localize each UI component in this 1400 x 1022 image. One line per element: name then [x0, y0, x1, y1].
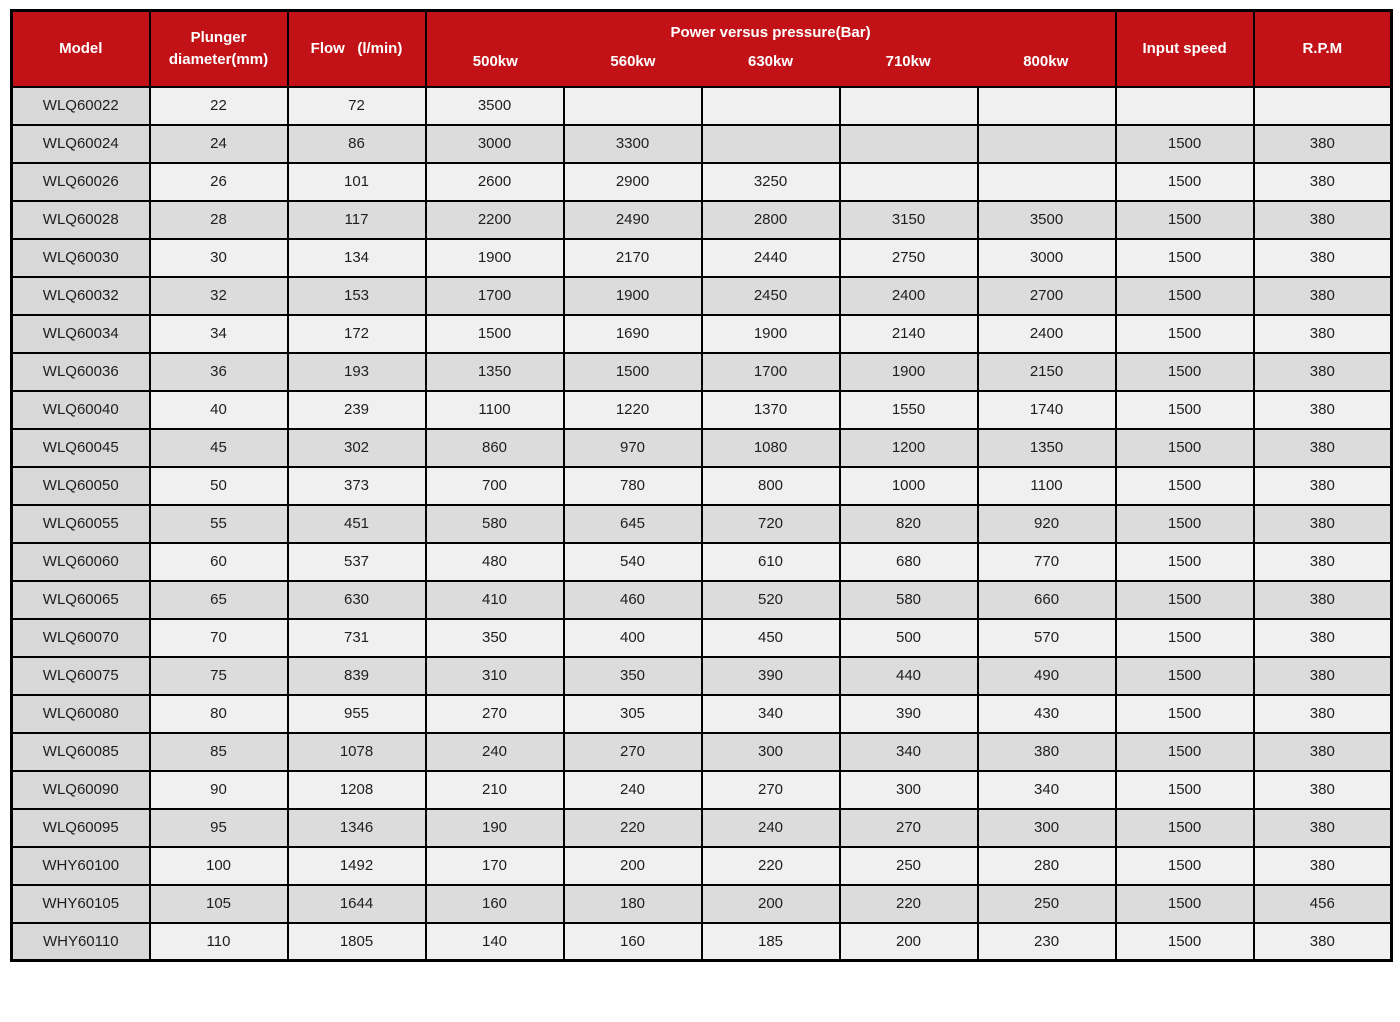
data-cell: 451	[288, 505, 426, 543]
model-cell: WLQ60032	[12, 277, 150, 315]
data-cell: 1900	[702, 315, 840, 353]
data-cell: 200	[564, 847, 702, 885]
data-cell: 220	[702, 847, 840, 885]
data-cell: 490	[978, 657, 1116, 695]
data-cell: 302	[288, 429, 426, 467]
data-cell	[978, 125, 1116, 163]
data-cell: 380	[1254, 315, 1392, 353]
data-cell: 1900	[840, 353, 978, 391]
data-cell: 230	[978, 923, 1116, 961]
data-cell: 1550	[840, 391, 978, 429]
data-cell: 105	[150, 885, 288, 923]
col-header-power-group	[426, 11, 1116, 87]
data-cell: 1080	[702, 429, 840, 467]
data-cell: 1078	[288, 733, 426, 771]
data-cell: 1805	[288, 923, 426, 961]
col-header-710kw: 710kw	[885, 52, 931, 70]
model-cell: WLQ60090	[12, 771, 150, 809]
data-cell: 36	[150, 353, 288, 391]
data-cell: 540	[564, 543, 702, 581]
data-cell: 1500	[426, 315, 564, 353]
data-cell: 110	[150, 923, 288, 961]
data-cell: 2600	[426, 163, 564, 201]
data-cell	[840, 163, 978, 201]
data-cell: 1500	[1116, 315, 1254, 353]
data-cell: 300	[702, 733, 840, 771]
data-cell: 1644	[288, 885, 426, 923]
data-cell: 1500	[1116, 391, 1254, 429]
data-cell: 2150	[978, 353, 1116, 391]
header-row	[12, 11, 1392, 87]
data-cell: 1500	[1116, 429, 1254, 467]
data-cell: 172	[288, 315, 426, 353]
data-cell: 30	[150, 239, 288, 277]
data-cell: 2450	[702, 277, 840, 315]
data-cell: 1100	[978, 467, 1116, 505]
data-cell: 1500	[1116, 923, 1254, 961]
data-cell: 160	[564, 923, 702, 961]
data-cell: 95	[150, 809, 288, 847]
table-row	[12, 657, 1392, 695]
data-cell: 1220	[564, 391, 702, 429]
data-cell: 134	[288, 239, 426, 277]
data-cell: 1346	[288, 809, 426, 847]
data-cell: 780	[564, 467, 702, 505]
data-cell: 400	[564, 619, 702, 657]
data-cell: 380	[1254, 771, 1392, 809]
model-cell: WLQ60065	[12, 581, 150, 619]
model-cell: WLQ60022	[12, 87, 150, 125]
data-cell: 610	[702, 543, 840, 581]
data-cell: 200	[702, 885, 840, 923]
data-cell: 700	[426, 467, 564, 505]
power-subheaders	[427, 51, 1115, 73]
data-cell	[1116, 87, 1254, 125]
col-header-input-speed: Input speed	[1116, 11, 1254, 87]
data-cell: 140	[426, 923, 564, 961]
data-cell: 970	[564, 429, 702, 467]
model-cell: WLQ60050	[12, 467, 150, 505]
data-cell: 731	[288, 619, 426, 657]
data-cell: 456	[1254, 885, 1392, 923]
data-cell: 1350	[426, 353, 564, 391]
data-cell: 1500	[1116, 353, 1254, 391]
data-cell: 117	[288, 201, 426, 239]
col-header-800kw: 800kw	[1023, 52, 1069, 70]
data-cell: 380	[1254, 733, 1392, 771]
data-cell: 240	[702, 809, 840, 847]
data-cell: 1500	[1116, 771, 1254, 809]
table-row	[12, 619, 1392, 657]
data-cell: 373	[288, 467, 426, 505]
table-row	[12, 125, 1392, 163]
table-row	[12, 277, 1392, 315]
data-cell: 300	[840, 771, 978, 809]
model-cell: WLQ60024	[12, 125, 150, 163]
table-row	[12, 923, 1392, 961]
data-cell: 45	[150, 429, 288, 467]
data-cell: 390	[840, 695, 978, 733]
data-cell: 860	[426, 429, 564, 467]
data-cell	[702, 125, 840, 163]
data-cell: 839	[288, 657, 426, 695]
data-cell: 1370	[702, 391, 840, 429]
data-cell: 380	[1254, 239, 1392, 277]
data-cell: 1500	[1116, 163, 1254, 201]
data-cell: 537	[288, 543, 426, 581]
data-cell: 2400	[840, 277, 978, 315]
data-cell: 570	[978, 619, 1116, 657]
model-cell: WLQ60095	[12, 809, 150, 847]
data-cell: 1700	[702, 353, 840, 391]
data-cell: 3500	[426, 87, 564, 125]
data-cell: 380	[1254, 809, 1392, 847]
table-row	[12, 315, 1392, 353]
table-row	[12, 353, 1392, 391]
model-cell: WLQ60080	[12, 695, 150, 733]
power-group-title: Power versus pressure(Bar)	[670, 24, 871, 41]
col-header-model: Model	[12, 11, 150, 87]
data-cell: 820	[840, 505, 978, 543]
data-cell: 380	[1254, 391, 1392, 429]
data-cell: 340	[702, 695, 840, 733]
data-cell: 85	[150, 733, 288, 771]
data-cell: 270	[564, 733, 702, 771]
data-cell: 380	[978, 733, 1116, 771]
data-cell	[564, 87, 702, 125]
data-cell: 1500	[1116, 505, 1254, 543]
data-cell: 460	[564, 581, 702, 619]
data-cell: 430	[978, 695, 1116, 733]
data-cell: 200	[840, 923, 978, 961]
data-cell: 65	[150, 581, 288, 619]
data-cell	[840, 87, 978, 125]
data-cell: 193	[288, 353, 426, 391]
table-row	[12, 885, 1392, 923]
data-cell: 1690	[564, 315, 702, 353]
table-row	[12, 695, 1392, 733]
table-row	[12, 581, 1392, 619]
data-cell: 239	[288, 391, 426, 429]
table-row	[12, 201, 1392, 239]
data-cell: 800	[702, 467, 840, 505]
model-cell: WLQ60085	[12, 733, 150, 771]
col-header-500kw: 500kw	[472, 52, 518, 70]
data-cell: 1500	[1116, 809, 1254, 847]
data-cell: 185	[702, 923, 840, 961]
data-cell: 300	[978, 809, 1116, 847]
data-cell: 70	[150, 619, 288, 657]
data-cell: 250	[840, 847, 978, 885]
col-header-560kw: 560kw	[610, 52, 656, 70]
data-cell: 1208	[288, 771, 426, 809]
model-cell: WLQ60026	[12, 163, 150, 201]
model-cell: WLQ60070	[12, 619, 150, 657]
data-cell: 2140	[840, 315, 978, 353]
data-cell: 580	[426, 505, 564, 543]
data-cell: 270	[840, 809, 978, 847]
data-cell: 1500	[1116, 619, 1254, 657]
data-cell: 3000	[978, 239, 1116, 277]
data-cell: 3300	[564, 125, 702, 163]
table-row	[12, 505, 1392, 543]
data-cell: 220	[840, 885, 978, 923]
data-cell: 2170	[564, 239, 702, 277]
data-cell: 1740	[978, 391, 1116, 429]
data-cell: 50	[150, 467, 288, 505]
data-cell: 1500	[1116, 201, 1254, 239]
data-cell: 2750	[840, 239, 978, 277]
data-cell: 1500	[1116, 581, 1254, 619]
model-cell: WLQ60030	[12, 239, 150, 277]
data-cell: 2440	[702, 239, 840, 277]
data-cell: 450	[702, 619, 840, 657]
data-cell: 630	[288, 581, 426, 619]
data-cell: 220	[564, 809, 702, 847]
table-row	[12, 239, 1392, 277]
data-cell: 80	[150, 695, 288, 733]
data-cell: 340	[840, 733, 978, 771]
data-cell: 920	[978, 505, 1116, 543]
data-cell: 240	[426, 733, 564, 771]
data-cell: 28	[150, 201, 288, 239]
data-cell: 153	[288, 277, 426, 315]
model-cell: WLQ60034	[12, 315, 150, 353]
data-cell: 1350	[978, 429, 1116, 467]
data-cell	[978, 163, 1116, 201]
data-cell: 380	[1254, 619, 1392, 657]
col-header-plunger-diameter: Plunger diameter(mm)	[150, 11, 288, 87]
model-cell: WLQ60060	[12, 543, 150, 581]
data-cell: 34	[150, 315, 288, 353]
data-cell: 86	[288, 125, 426, 163]
data-cell: 24	[150, 125, 288, 163]
data-cell: 1492	[288, 847, 426, 885]
data-cell: 2900	[564, 163, 702, 201]
data-cell: 60	[150, 543, 288, 581]
data-cell: 1500	[1116, 733, 1254, 771]
data-cell: 380	[1254, 581, 1392, 619]
data-cell: 380	[1254, 505, 1392, 543]
data-cell: 1700	[426, 277, 564, 315]
data-cell: 1500	[564, 353, 702, 391]
data-cell: 270	[702, 771, 840, 809]
model-cell: WHY60100	[12, 847, 150, 885]
data-cell: 955	[288, 695, 426, 733]
data-cell: 520	[702, 581, 840, 619]
data-cell: 1500	[1116, 125, 1254, 163]
col-header-flow: Flow (l/min)	[288, 11, 426, 87]
table-header	[12, 11, 1392, 87]
data-cell: 1500	[1116, 657, 1254, 695]
data-cell: 680	[840, 543, 978, 581]
data-cell: 440	[840, 657, 978, 695]
data-cell: 160	[426, 885, 564, 923]
data-cell: 1500	[1116, 847, 1254, 885]
data-cell: 380	[1254, 353, 1392, 391]
data-cell: 500	[840, 619, 978, 657]
data-cell: 380	[1254, 125, 1392, 163]
table-row	[12, 429, 1392, 467]
data-cell: 380	[1254, 847, 1392, 885]
model-cell: WLQ60036	[12, 353, 150, 391]
data-cell: 3000	[426, 125, 564, 163]
data-cell: 55	[150, 505, 288, 543]
table-row	[12, 543, 1392, 581]
table-row	[12, 847, 1392, 885]
model-cell: WHY60110	[12, 923, 150, 961]
data-cell	[1254, 87, 1392, 125]
data-cell: 380	[1254, 467, 1392, 505]
data-cell: 1900	[426, 239, 564, 277]
data-cell: 1500	[1116, 543, 1254, 581]
col-header-630kw: 630kw	[748, 52, 794, 70]
data-cell: 2400	[978, 315, 1116, 353]
data-cell: 3500	[978, 201, 1116, 239]
data-cell: 270	[426, 695, 564, 733]
data-cell: 32	[150, 277, 288, 315]
data-cell: 2490	[564, 201, 702, 239]
data-cell: 3250	[702, 163, 840, 201]
data-cell	[702, 87, 840, 125]
data-cell: 22	[150, 87, 288, 125]
data-cell: 170	[426, 847, 564, 885]
data-cell: 2200	[426, 201, 564, 239]
data-cell: 390	[702, 657, 840, 695]
model-cell: WLQ60045	[12, 429, 150, 467]
data-cell: 90	[150, 771, 288, 809]
data-cell: 340	[978, 771, 1116, 809]
pump-spec-table	[10, 9, 1393, 962]
data-cell: 280	[978, 847, 1116, 885]
data-cell: 1500	[1116, 277, 1254, 315]
data-cell: 72	[288, 87, 426, 125]
data-cell: 720	[702, 505, 840, 543]
data-cell: 26	[150, 163, 288, 201]
data-cell: 305	[564, 695, 702, 733]
data-cell: 380	[1254, 277, 1392, 315]
data-cell: 40	[150, 391, 288, 429]
table-row	[12, 467, 1392, 505]
data-cell: 380	[1254, 429, 1392, 467]
data-cell: 645	[564, 505, 702, 543]
data-cell: 380	[1254, 163, 1392, 201]
data-cell: 770	[978, 543, 1116, 581]
data-cell	[840, 125, 978, 163]
data-cell: 660	[978, 581, 1116, 619]
table-row	[12, 809, 1392, 847]
data-cell: 100	[150, 847, 288, 885]
model-cell: WLQ60075	[12, 657, 150, 695]
table-row	[12, 771, 1392, 809]
data-cell: 350	[564, 657, 702, 695]
data-cell: 180	[564, 885, 702, 923]
data-cell: 240	[564, 771, 702, 809]
data-cell: 1500	[1116, 695, 1254, 733]
model-cell: WHY60105	[12, 885, 150, 923]
data-cell: 250	[978, 885, 1116, 923]
data-cell: 350	[426, 619, 564, 657]
data-cell: 380	[1254, 543, 1392, 581]
model-cell: WLQ60028	[12, 201, 150, 239]
data-cell: 380	[1254, 923, 1392, 961]
data-cell: 380	[1254, 657, 1392, 695]
data-cell: 75	[150, 657, 288, 695]
data-cell: 2800	[702, 201, 840, 239]
data-cell: 2700	[978, 277, 1116, 315]
data-cell: 310	[426, 657, 564, 695]
model-cell: WLQ60055	[12, 505, 150, 543]
table-row	[12, 163, 1392, 201]
data-cell: 1900	[564, 277, 702, 315]
data-cell: 1500	[1116, 239, 1254, 277]
data-cell: 3150	[840, 201, 978, 239]
data-cell: 1100	[426, 391, 564, 429]
data-cell: 380	[1254, 695, 1392, 733]
data-cell: 1500	[1116, 467, 1254, 505]
data-cell: 210	[426, 771, 564, 809]
data-cell: 1500	[1116, 885, 1254, 923]
table-row	[12, 733, 1392, 771]
data-cell: 1000	[840, 467, 978, 505]
data-cell: 410	[426, 581, 564, 619]
data-cell: 101	[288, 163, 426, 201]
data-cell: 1200	[840, 429, 978, 467]
table-row	[12, 391, 1392, 429]
data-cell: 480	[426, 543, 564, 581]
col-header-rpm: R.P.M	[1254, 11, 1392, 87]
data-cell	[978, 87, 1116, 125]
data-cell: 190	[426, 809, 564, 847]
table-body	[12, 87, 1392, 961]
data-cell: 380	[1254, 201, 1392, 239]
table-row	[12, 87, 1392, 125]
data-cell: 580	[840, 581, 978, 619]
model-cell: WLQ60040	[12, 391, 150, 429]
